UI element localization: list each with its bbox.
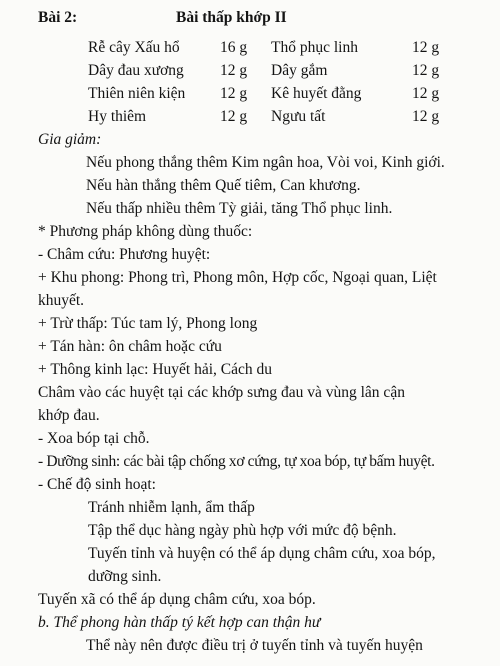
prescription-row bbox=[0, 36, 500, 59]
herb-name: Dây đau xương bbox=[88, 62, 184, 79]
herb-dose: 12 g bbox=[412, 85, 440, 102]
herb-name: Thổ phục linh bbox=[271, 39, 358, 56]
modification-line: Nếu phong thắng thêm Kim ngân hoa, Vòi voi, Kinh giới. bbox=[86, 154, 445, 171]
modification-line: Nếu hàn thắng thêm Quế tiêm, Can khương. bbox=[86, 177, 361, 194]
herb-dose: 12 g bbox=[220, 85, 248, 102]
local-points-line: Châm vào các huyệt tại các khớp sưng đau và vùng lân cận bbox=[38, 384, 405, 401]
damp-points-line: + Trừ thấp: Túc tam lý, Phong long bbox=[38, 315, 258, 332]
provincial-continued: dưỡng sinh. bbox=[88, 568, 162, 585]
massage-line: - Xoa bóp tại chỗ. bbox=[38, 430, 150, 447]
prescription-row bbox=[0, 59, 500, 82]
section-b-heading: b. Thể phong hàn thấp tý kết hợp can thận hư bbox=[38, 614, 321, 631]
herb-name: Kê huyết đằng bbox=[271, 85, 362, 102]
regimen-line: Tránh nhiễm lạnh, ẩm thấp bbox=[88, 499, 255, 516]
herb-name: Thiên niên kiện bbox=[88, 85, 186, 102]
non-drug-heading: * Phương pháp không dùng thuốc: bbox=[38, 223, 253, 240]
herb-name: Rễ cây Xấu hổ bbox=[88, 39, 180, 56]
herb-dose: 12 g bbox=[412, 39, 440, 56]
wind-points-continued: khuyết. bbox=[38, 292, 85, 309]
wind-points-line: + Khu phong: Phong trì, Phong môn, Hợp cốc, Ngoại quan, Liệt bbox=[38, 269, 437, 286]
prescription-row bbox=[0, 105, 500, 128]
herb-dose: 16 g bbox=[220, 39, 248, 56]
herb-dose: 12 g bbox=[412, 62, 440, 79]
provincial-line: Tuyến tỉnh và huyện có thể áp dụng châm cứu, xoa bóp, bbox=[88, 545, 436, 562]
modification-line: Nếu thấp nhiều thêm Tỳ giải, tăng Thổ phục linh. bbox=[86, 200, 393, 217]
lesson-title: Bài thấp khớp II bbox=[176, 9, 287, 26]
herb-dose: 12 g bbox=[220, 108, 248, 125]
local-points-continued: khớp đau. bbox=[38, 407, 100, 424]
herb-name: Hy thiêm bbox=[88, 108, 147, 125]
herb-name: Dây gắm bbox=[271, 62, 328, 79]
modification-heading: Gia giảm: bbox=[38, 131, 102, 148]
lesson-number: Bài 2: bbox=[38, 9, 78, 26]
herb-name: Ngưu tất bbox=[271, 108, 326, 125]
regimen-heading: - Chế độ sinh hoạt: bbox=[38, 476, 156, 493]
herb-dose: 12 g bbox=[220, 62, 248, 79]
herb-dose: 12 g bbox=[412, 108, 440, 125]
exercise-line: - Dưỡng sinh: các bài tập chống xơ cứng, tự xoa bóp, tự bấm huyệt. bbox=[38, 453, 435, 470]
meridian-points-line: + Thông kinh lạc: Huyết hải, Cách du bbox=[38, 361, 273, 378]
commune-line: Tuyến xã có thể áp dụng châm cứu, xoa bóp. bbox=[38, 591, 316, 608]
prescription-row bbox=[0, 82, 500, 105]
section-b-text: Thể này nên được điều trị ở tuyến tỉnh và tuyến huyện bbox=[86, 637, 423, 654]
cold-points-line: + Tán hàn: ôn châm hoặc cứu bbox=[38, 338, 222, 355]
acupuncture-line: - Châm cứu: Phương huyệt: bbox=[38, 246, 211, 263]
regimen-line: Tập thể dục hàng ngày phù hợp với mức độ bệnh. bbox=[88, 522, 397, 539]
